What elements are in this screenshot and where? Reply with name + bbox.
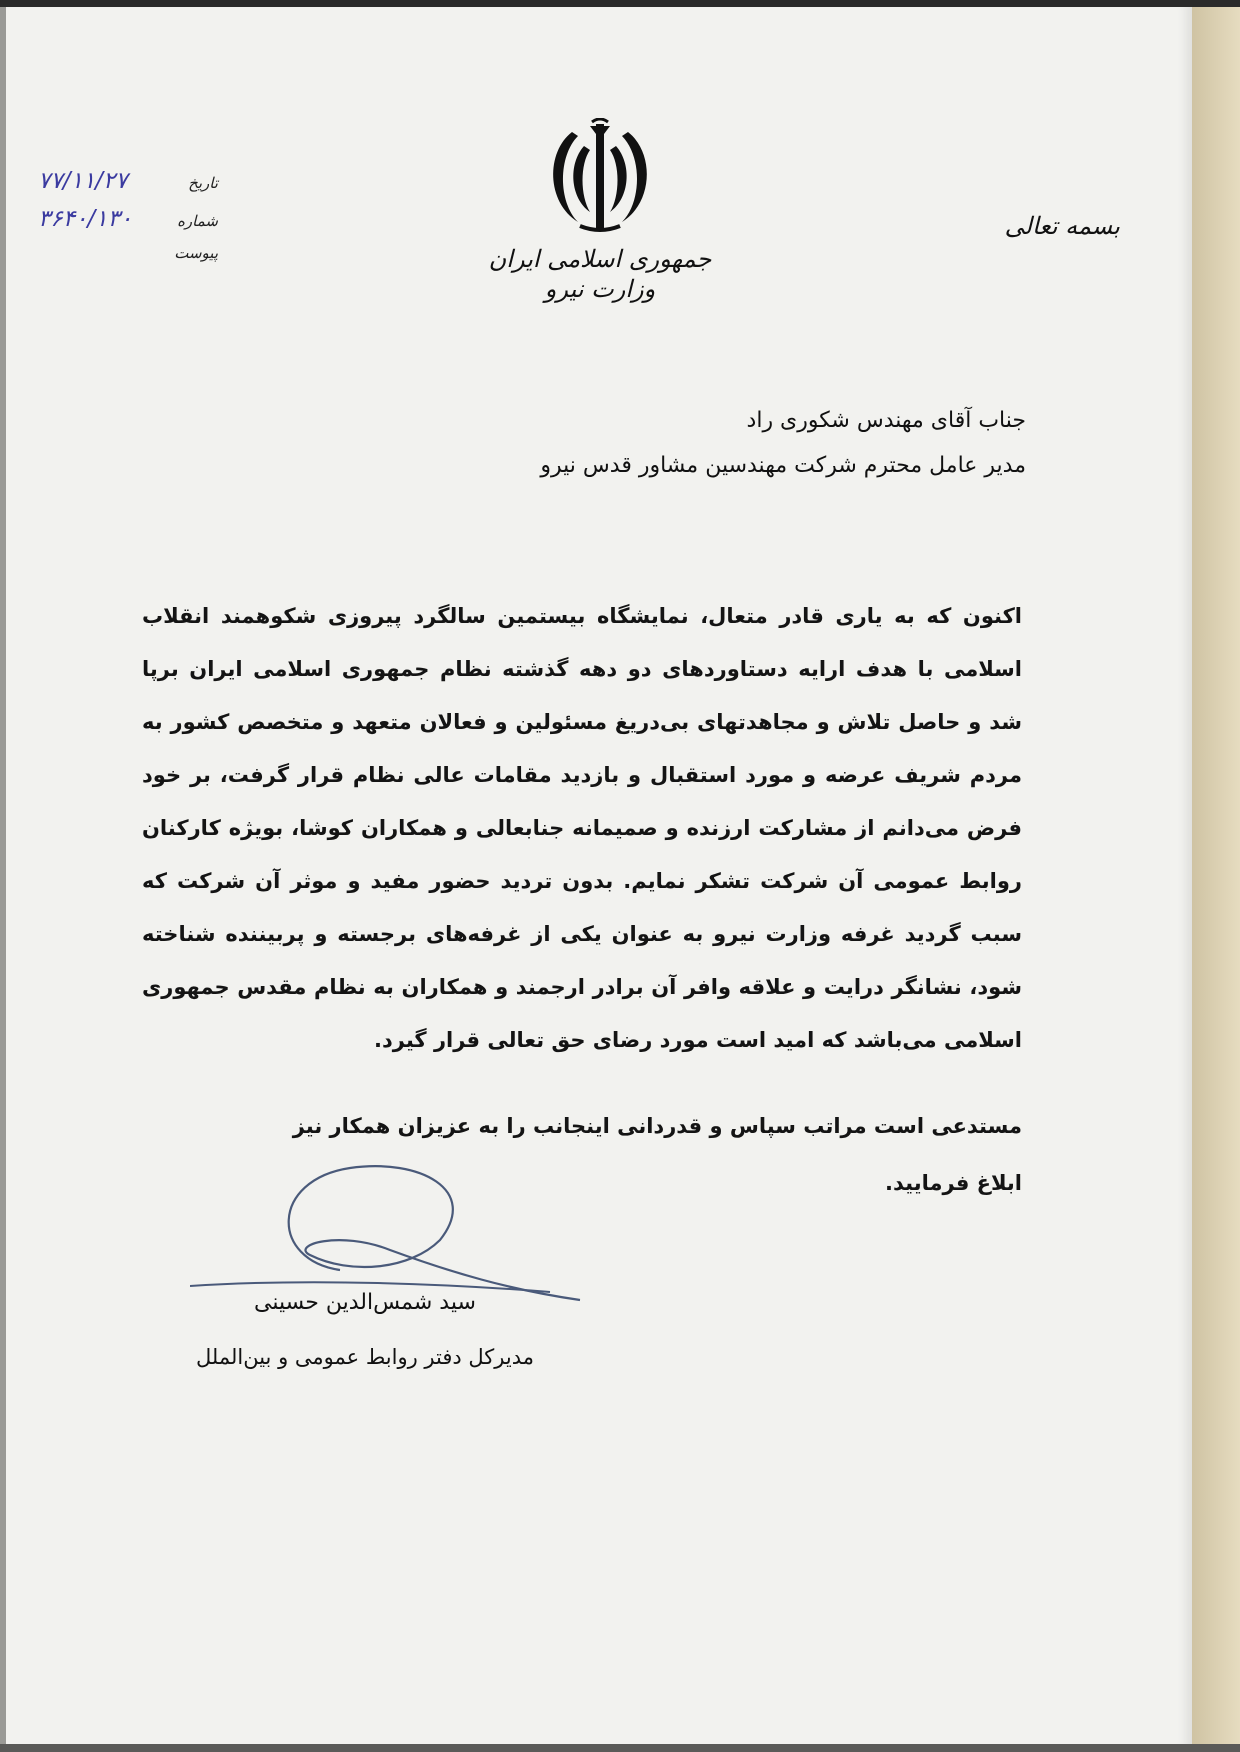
attachment-label: پیوست [174, 244, 218, 262]
invocation-text: بسمه تعالی [1004, 212, 1120, 240]
closing-line-1: مستدعی است مراتب سپاس و قدردانی اینجانب را به عزیزان همکار نیز [292, 1114, 1022, 1138]
country-name: جمهوری اسلامی ایران [488, 245, 712, 273]
number-value: ۳۶۴۰/۱۳۰ [38, 206, 133, 232]
attachment-row [38, 244, 218, 282]
addressee-line-2: مدیر عامل محترم شرکت مهندسین مشاور قدس نیرو [540, 453, 1026, 478]
number-row [38, 206, 218, 244]
page-edge-left [0, 0, 6, 1752]
signer-title: مدیرکل دفتر روابط عمومی و بین‌الملل [196, 1345, 534, 1369]
signer-name: سید شمس‌الدین حسینی [254, 1290, 476, 1315]
page-edge-bottom [0, 1744, 1240, 1752]
page-edge-top [0, 0, 1240, 7]
letter-body [142, 590, 1022, 1067]
addressee-line-1: جناب آقای مهندس شکوری راد [746, 408, 1026, 433]
letter-meta [38, 168, 218, 282]
ministry-name: وزارت نیرو [544, 275, 656, 303]
letterhead [470, 118, 730, 304]
number-label: شماره [177, 212, 218, 230]
handwritten-signature [190, 1150, 590, 1310]
date-value: ۷۷/۱۱/۲۷ [38, 168, 128, 194]
date-row [38, 168, 218, 206]
closing-line-2: ابلاغ فرمایید. [885, 1171, 1022, 1195]
iran-emblem-icon [540, 118, 660, 236]
page-edge-right [1192, 0, 1240, 1752]
body-paragraph: اکنون که به یاری قادر متعال، نمایشگاه بیستمین سالگرد پیروزی شکوهمند انقلاب اسلامی با هدف ارایه دستاوردهای دو دهه گذشته نظام جمهوری اسلامی ایران برپا شد و حاصل تلاش و مجاهدتهای بی‌دریغ مسئولین و فعالان متعهد و متخصص کشور به مردم شریف عرضه و مورد استقبال و بازدید مقامات عالی نظام قرار گرفت، بر خود فرض می‌دانم از مشارکت ارزنده و صمیمانه جنابعالی و همکاران کوشا، بویژه کارکنان روابط عمومی آن شرکت تشکر نمایم. بدون تردید حضور مفید و موثر آن شرکت که سبب گردید غرفه وزارت نیرو به عنوان یکی از غرفه‌های برجسته و پربیننده شناخته شود، نشانگر درایت و علاقه وافر آن برادر ارجمند و همکاران به نظام مقدس جمهوری اسلامی می‌باشد که امید است مورد رضای حق تعالی قرار گیرد. [142, 604, 1022, 1052]
addressee [540, 398, 1026, 488]
date-label: تاریخ [188, 174, 218, 192]
